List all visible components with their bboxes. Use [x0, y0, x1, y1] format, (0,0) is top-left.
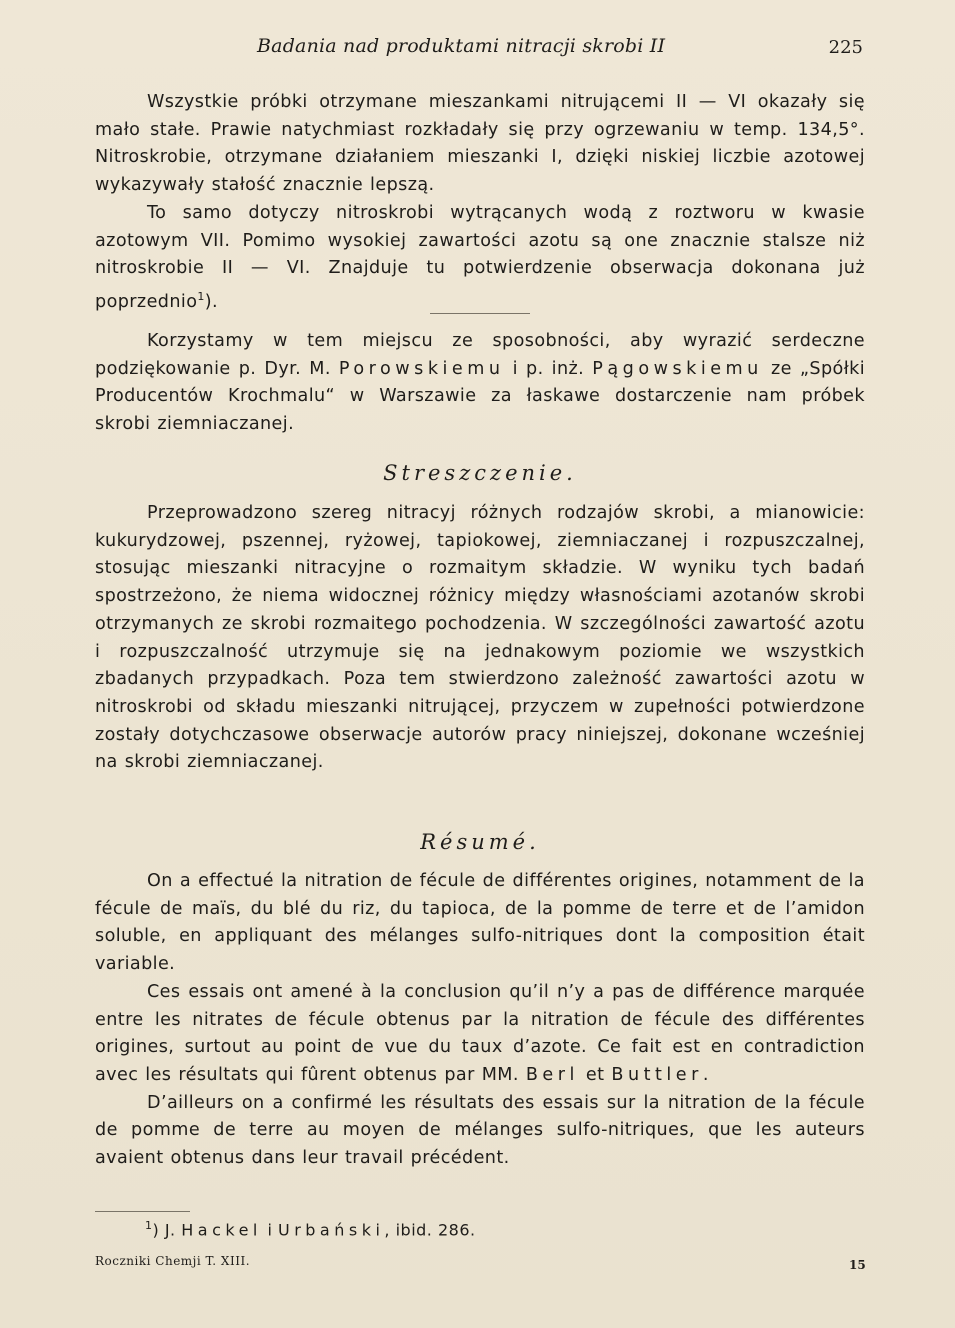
page-number: 225 [828, 37, 863, 58]
paragraph-acknowledgment [95, 328, 865, 439]
body-block-top [95, 89, 865, 316]
ack-name-porowski: Porowskiemu [338, 358, 505, 379]
paragraph-nitric-acid-end: ). [204, 291, 219, 312]
resume-name-buttler: Buttler [611, 1064, 703, 1085]
footnote-mid: i [261, 1220, 278, 1240]
paragraph-stability: Wszystkie próbki otrzymane mieszankami nitrującemi II — VI okazały się mało stałe. Prawie natychmiast rozkładały się przy ogrzewaniu w temp. 134,5°. Nitroskrobie, otrzymane działaniem mieszanki I, dzięki niskiej liczbie azotowej wykazywały stałość znacznie lepszą. [95, 92, 865, 196]
resume-text-b: et [578, 1064, 612, 1085]
paragraph-streszczenie: Przeprowadzono szereg nitracyj różnych rodzajów skrobi, a mianowicie: kukurydzowej, pszennej, ryżowej, tapiokowej, ziemniaczanej i rozpuszczalnej, stosując mieszanki nitracyjne o rozmaitym składzie. W wyniku tych badań spostrzeżono, że niema widocznej różnicy między własnościami azotanów skrobi otrzymanych ze skrobi rozmaitego pochodzenia. W szczególności zawartość azotu i rozpuszczalność utrzymuje się na jednakowym poziomie we wszystkich zbadanych przypadkach. Poza tem stwierdzono zależność zawartości azotu w nitroskrobi od składu mieszanki nitrującej, przyczem w zupełności potwierdzone zostały dotychczasowe obserwacje autorów pracy niniejszej, dokonane wcześniej na skrobi ziemniaczanej. [95, 503, 865, 773]
page-header [95, 33, 865, 63]
resume-text-c: . [702, 1064, 709, 1085]
ack-text-a: Korzystamy w tem miejscu ze sposobności, aby wyrazić serdeczne podziękowanie p. Dyr. M. [95, 331, 865, 379]
paragraph-resume-2 [95, 979, 865, 1090]
ack-text-c: ze „Spółki Producentów Krochmalu“ w Warszawie za łaskawe dostarczenie nam próbek skrobi ziemniaczanej. [95, 358, 865, 435]
signature-mark: 15 [849, 1258, 866, 1272]
resume-block [95, 868, 865, 1173]
paragraph-nitric-acid-text: To samo dotyczy nitroskrobi wytrącanych wodą z roztworu w kwasie azotowym VII. Pomimo wysokiej zawartości azotu są one znacznie stalsze niż nitroskrobie II — VI. Znajduje tu potwierdzenie obserwacja dokonana już poprzednio [95, 202, 865, 312]
footnote-name-urbanski: Urbański [277, 1220, 385, 1240]
paragraph-nitric-acid [95, 200, 865, 317]
heading-resume: Résumé. [420, 830, 540, 854]
heading-streszczenie: Streszczenie. [383, 461, 577, 485]
streszczenie-block [95, 500, 865, 777]
paragraph-resume-3: D’ailleurs on a confirmé les résultats des essais sur la nitration de la fécule de pomme de terre au moyen de mélanges sulfo-nitriques, que les auteurs avaient obtenus dans leur travail précédent. [95, 1092, 865, 1169]
resume-name-berl: Berl [525, 1064, 579, 1085]
footnote-reference: 1 [197, 289, 205, 303]
resume-text-a: Ces essais ont amené à la conclusion qu’il n’y a pas de différence marquée entre les nitrates de fécule obtenus par la nitration de fécule des différentes origines, surtout au point de vue du taux d’azote. Ce fait est en contradiction avec les résultats qui fûrent obtenus par MM. [95, 981, 865, 1085]
acknowledgment-block [95, 328, 865, 439]
section-divider [430, 313, 530, 314]
footnote-rule [95, 1211, 190, 1212]
ack-name-pagowski: Pągowskiemu [592, 358, 763, 379]
footnote-rest: , ibid. 286. [384, 1220, 476, 1240]
paragraph-resume-1: On a effectué la nitration de fécule de différentes origines, notamment de la fécule de maïs, du blé du riz, du tapioca, de la pomme de terre et de l’amidon soluble, en appliquant des mélanges sulfo-nitriques dont la composition était variable. [95, 871, 865, 975]
footnote: $^1$) J. Hackel i Urbański, ibid. 286. [145, 1219, 476, 1240]
journal-footer: Roczniki Chemji T. XIII. [95, 1254, 251, 1268]
running-head: Badania nad produktami nitracji skrobi II [257, 35, 666, 57]
ack-text-b: i p. inż. [504, 358, 593, 379]
footnote-paren: ) [152, 1220, 160, 1240]
footnote-mark: 1 [145, 1219, 153, 1232]
footnote-name-hackel: Hackel [181, 1220, 262, 1240]
